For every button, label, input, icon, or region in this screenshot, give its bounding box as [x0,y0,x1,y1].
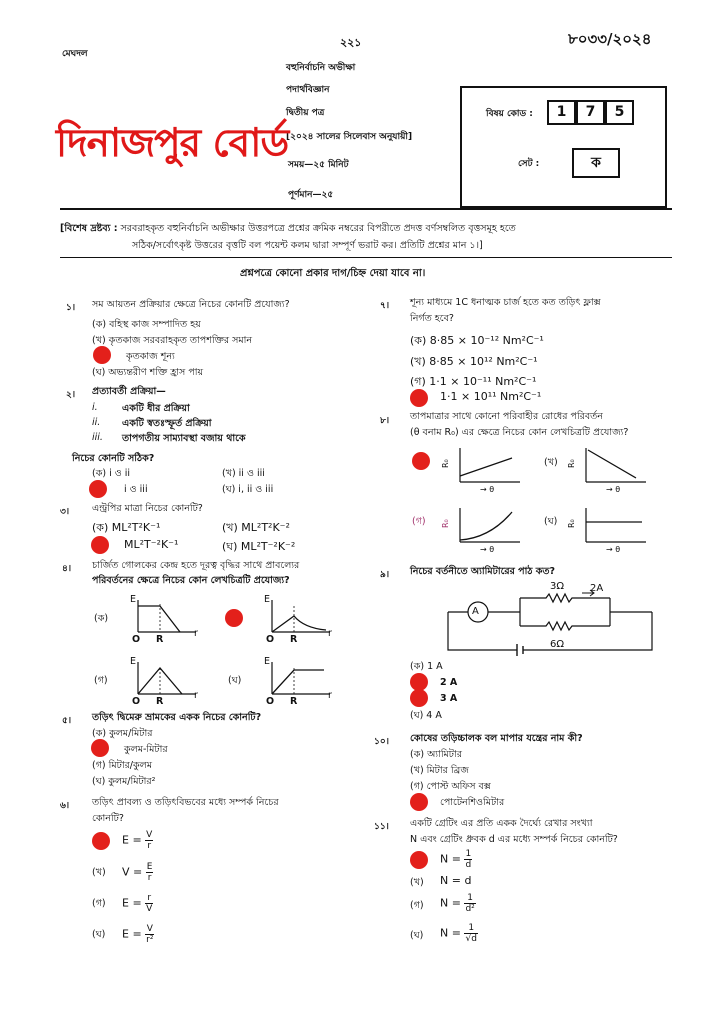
q11-option-label: (খ) [410,877,424,888]
axis-label: O [132,634,141,645]
subject-code-digit: 5 [605,100,634,125]
q6-option-label: (খ) [92,867,106,878]
q1-option: (ঘ) অভ্যন্তরীণ শক্তি হ্রাস পায় [92,367,204,378]
page-left-label: মেঘদল [62,49,88,59]
q3-option: (ক) ML²T²K⁻¹ [92,521,161,534]
q9-option: 3 A [440,693,458,704]
q9-option: (ক) 1 A [410,661,443,672]
q4-option-label: (ক) [94,613,109,624]
q7-option: (গ) 1·1 × 10⁻¹¹ Nm²C⁻¹ [410,375,537,388]
answer-dot [412,452,430,470]
q2-text: প্রত্যাবর্তী প্রক্রিয়া— [92,386,166,397]
page-code: ৮০৩৩/২০২৪ [568,30,652,48]
time-limit: সময়—২৫ মিনিট [288,160,349,170]
q10-option: (ক) অ্যামিটার [410,749,462,760]
svg-text:R₀: R₀ [441,459,450,468]
q6-option-label: (গ) [92,898,106,909]
svg-text:→ θ: → θ [480,545,495,554]
q8-graph-ka [440,444,530,494]
q4-text: চার্জিত গোলকের কেন্দ্র হতে দূরত্ব বৃদ্ধির সাথে প্রাবল্যের [92,560,300,571]
header-divider [60,208,672,210]
q6-option-label: (ঘ) [92,929,106,940]
q11-formula-a: N = $\frac{1}{d}$ [440,849,472,870]
notice-text-2: সঠিক/সর্বোৎকৃষ্ট উত্তরের বৃত্তটি বল পয়েন্ট কলম দ্বারা সম্পূর্ণ ভরাট কর। প্রতিটি প্রশ্নের মান ১।] [132,240,483,251]
q6-formula-c: E = $\frac{r}{V}$ [122,893,153,914]
q11-text: N এবং গ্রেটিং ধ্রুবক d এর মধ্যে সম্পর্ক নিচের কোনটি? [410,834,618,845]
axis-label: E [264,656,271,667]
q9-number: ৯। [380,570,390,580]
q4-text: পরিবর্তনের ক্ষেত্রে নিচের কোন লেখচিত্রটি প্রযোজ্য? [92,575,290,586]
q2-option: (খ) ii ও iii [222,468,265,479]
q7-option: (খ) 8·85 × 10¹² Nm²C⁻¹ [410,355,538,368]
axis-label: O [266,696,275,707]
q6-formula-d: E = $\frac{V}{\text{r²}}$ [122,924,154,945]
axis-label: E [264,594,271,605]
svg-text:→ θ: → θ [606,485,621,494]
q2-item-num: ii. [92,417,101,428]
answer-dot [410,389,428,407]
q9-option: 2 A [440,677,458,688]
q8-text: (θ বনাম R₀) এর ক্ষেত্রে নিচের কোন লেখচিত্রটি প্রযোজ্য? [410,427,629,438]
q2-item-num: i. [92,402,98,413]
warning-line: প্রশ্নপত্রে কোনো প্রকার দাগ/চিহ্ন দেয়া যাবে না। [240,268,426,279]
axis-label: r [194,690,198,701]
q1-text: সম আয়তন প্রক্রিয়ার ক্ষেত্রে নিচের কোনটি প্রযোজ্য? [92,299,290,310]
q9-text: নিচের বর্তনীতে অ্যামিটারের পাঠ কত? [410,566,556,577]
q2-ask: নিচের কোনটি সঠিক? [72,453,155,464]
axis-label: r [328,628,332,639]
subject-code-label: বিষয় কোড : [486,109,533,119]
axis-label: E [130,594,137,605]
q3-text: এন্ট্রপির মাত্রা নিচের কোনটি? [92,503,203,514]
axis-label: R [290,696,298,707]
axis-label: O [132,696,141,707]
q2-option: (ঘ) i, ii ও iii [222,484,274,495]
q8-graph-ga [440,504,530,554]
answer-dot [225,609,243,627]
q9-option: (ঘ) 4 A [410,710,442,721]
axis-label: R [156,634,164,645]
q7-number: ৭। [380,301,390,311]
q5-option: (ক) কুলম/মিটার [92,728,153,739]
notice-divider [60,257,672,258]
q10-option: (গ) পোস্ট অফিস বক্স [410,781,491,792]
current-label: 2A [590,583,604,594]
q2-number: ২। [66,390,76,400]
q2-item: তাপগতীয় সাম্যাবস্থা বজায় থাকে [122,433,246,444]
q6-text: কোনটি? [92,813,124,824]
q8-option-label: (গ) [412,516,426,527]
q10-option: পোটেনশিওমিটার [440,797,505,808]
set-value: ক [572,148,620,178]
q11-text: একটি গ্রেটিং এর প্রতি একক দৈর্ঘ্যে রেখার সংখ্যা [410,818,593,829]
exam-type: বহুনির্বাচনি অভীক্ষা [286,63,356,73]
answer-dot [91,536,109,554]
code-box [460,86,667,208]
q8-text: তাপমাত্রার সাথে কোনো পরিবাহীর রোধের পরিবর্তন [410,411,603,422]
answer-dot [93,346,111,364]
q3-number: ৩। [60,507,70,517]
q2-item: একটি ধীর প্রক্রিয়া [122,403,190,414]
paper-name: দ্বিতীয় পত্র [286,108,325,118]
q6-text: তড়িৎ প্রাবল্য ও তড়িৎবিভবের মধ্যে সম্পর্ক নিচের [92,797,279,808]
q4-number: ৪। [62,564,72,574]
axis-label: r [194,628,198,639]
q5-number: ৫। [62,716,72,726]
q10-option: (খ) মিটার ব্রিজ [410,765,469,776]
q5-option: কুলম-মিটার [124,744,168,755]
q4-option-label: (গ) [94,675,108,686]
q8-number: ৮। [380,416,390,426]
subject-code-digit: 7 [576,100,605,125]
svg-text:R₀: R₀ [567,459,576,468]
board-title: দিনাজপুর বোর্ড [56,121,289,166]
q1-option: (ক) বহিস্থ কাজ সম্পাদিত হয় [92,319,201,330]
exam-header [0,0,720,260]
q7-option: 1·1 × 10¹¹ Nm²C⁻¹ [440,390,542,403]
answer-dot [92,832,110,850]
axis-label: E [130,656,137,667]
axis-label: R [156,696,164,707]
svg-text:→ θ: → θ [480,485,495,494]
q7-text: শূন্য মাধ্যমে 1C ধনাত্মক চার্জ হতে কত তড়িৎ ফ্লাক্স [410,297,601,308]
q10-number: ১০। [374,737,389,747]
q6-formula-a: E = $\frac{V}{r}$ [122,830,153,851]
q5-option: (ঘ) কুলম/মিটার² [92,776,156,787]
q3-option: ML²T⁻²K⁻¹ [124,538,179,551]
axis-label: O [266,634,275,645]
q8-graph-kha [566,444,656,494]
q3-option: (খ) ML²T²K⁻² [222,521,290,534]
notice-label: [বিশেষ দ্রষ্টব্য : [60,223,118,234]
q11-formula-d: N = $\frac{1}{√d}$ [440,923,477,944]
answer-dot [89,480,107,498]
resistor-label: 3Ω [550,581,565,592]
q5-text: তড়িৎ দ্বিমেরু ভ্রামকের একক নিচের কোনটি? [92,712,262,723]
q8-option-label: (খ) [544,457,558,468]
q2-option: i ও iii [124,484,148,495]
q3-option: (ঘ) ML²T⁻²K⁻² [222,540,296,553]
axis-label: r [328,690,332,701]
q2-item-num: iii. [92,432,103,443]
q1-number: ১। [66,303,76,313]
answer-dot [410,851,428,869]
q11-number: ১১। [374,822,389,832]
q5-option: (গ) মিটার/কুলম [92,760,153,771]
full-marks: পূর্ণমান—২৫ [288,190,334,200]
syllabus-note: [২০২৪ সালের সিলেবাস অনুযায়ী] [286,132,413,142]
q11-formula-c: N = $\frac{1}{\text{d²}}$ [440,893,475,914]
subject-code-digit: 1 [547,100,576,125]
page-number: ২২১ [340,36,362,49]
q1-option: কৃতকাজ শূন্য [126,351,175,362]
q6-number: ৬। [60,801,70,811]
answer-dot [410,689,428,707]
instruction-notice [60,220,670,254]
q11-formula-b: N = d [440,874,472,887]
q4-option-label: (ঘ) [228,675,242,686]
subject-name: পদার্থবিজ্ঞান [286,85,330,95]
q8-option-label: (ঘ) [544,516,558,527]
answer-dot [91,739,109,757]
q11-option-label: (গ) [410,900,424,911]
q7-text: নির্গত হবে? [410,313,454,324]
svg-text:R₀: R₀ [567,519,576,528]
resistor-label: 6Ω [550,639,565,650]
q10-text: কোষের তড়িচ্চালক বল মাপার যন্ত্রের নাম কী? [410,733,583,744]
q8-graph-gha [566,504,656,554]
q1-option: (খ) কৃতকাজ সরবরাহকৃত তাপশক্তির সমান [92,335,253,346]
q6-formula-b: V = $\frac{E}{r}$ [122,862,153,883]
answer-dot [410,793,428,811]
q7-option: (ক) 8·85 × 10⁻¹² Nm²C⁻¹ [410,334,544,347]
notice-text-1: সরবরাহকৃত বহুনির্বাচনি অভীক্ষার উত্তরপত্রে প্রশ্নের ক্রমিক নম্বরের বিপরীতে প্রদত্ত বর্ণসম্বলিত বৃত্তসমূহ হতে [120,223,516,234]
svg-text:R₀: R₀ [441,519,450,528]
q2-item: একটি স্বতঃস্ফূর্ত প্রক্রিয়া [122,418,212,429]
axis-label: R [290,634,298,645]
ammeter-label: A [472,606,479,617]
q11-option-label: (ঘ) [410,930,424,941]
q2-option: (ক) i ও ii [92,468,131,479]
svg-text:→ θ: → θ [606,545,621,554]
set-label: সেট : [518,159,540,169]
